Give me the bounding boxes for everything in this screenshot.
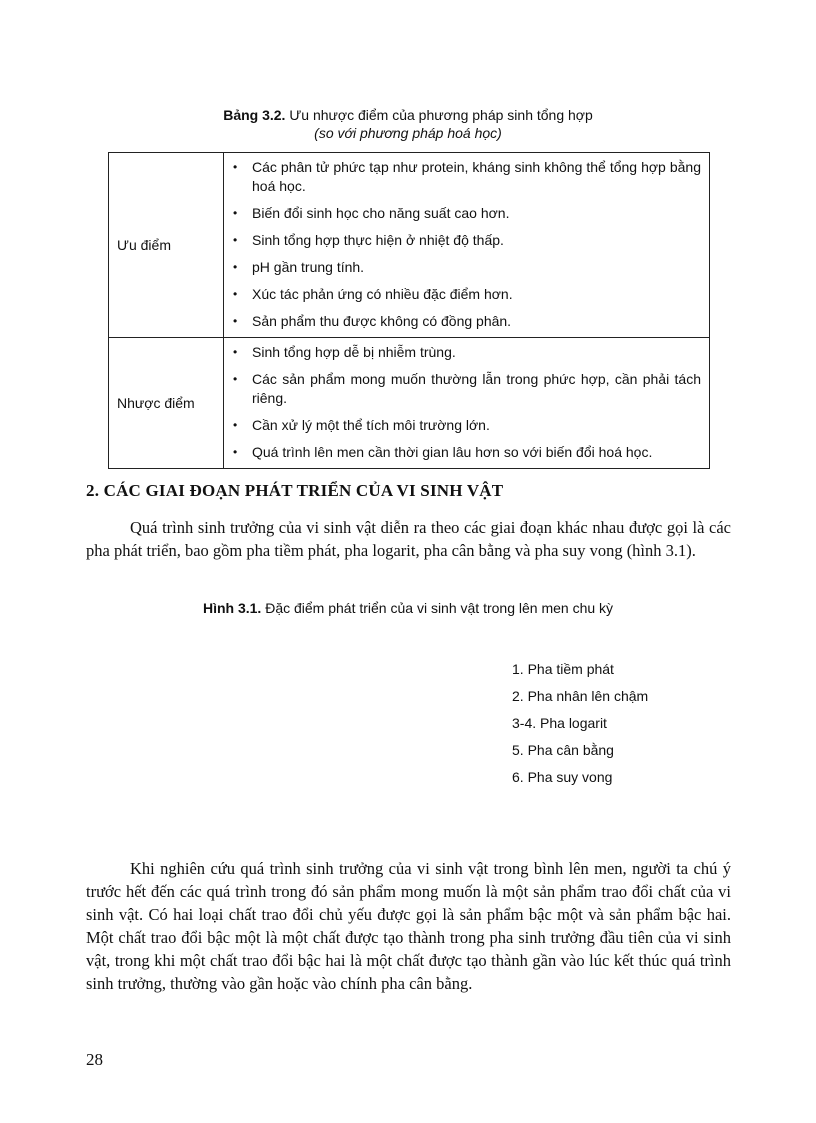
list-item: • Sản phẩm thu được không có đồng phân. <box>224 312 701 331</box>
list-item: • Cần xử lý một thể tích môi trường lớn. <box>224 416 701 435</box>
figure-caption-label: Hình 3.1. <box>202 600 262 616</box>
items-cell <box>224 153 710 338</box>
advantages-list <box>224 158 701 331</box>
legend-item: 1. Pha tiềm phát <box>512 661 614 677</box>
legend-item: 6. Pha suy vong <box>512 769 613 785</box>
list-item: • Sinh tổng hợp thực hiện ở nhiệt độ thấp. <box>224 231 701 250</box>
table-caption-label: Bảng 3.2. <box>223 107 286 123</box>
section-heading: 2. CÁC GIAI ĐOẠN PHÁT TRIỂN CỦA VI SINH VẬT <box>86 481 504 500</box>
figure-caption <box>0 600 816 616</box>
table-caption-text: Ưu nhược điểm của phương pháp sinh tổng hợp <box>289 107 593 123</box>
table-caption-subtitle: (so với phương pháp hoá học) <box>314 125 502 141</box>
figure-caption-text: Đặc điểm phát triển của vi sinh vật trong lên men chu kỳ <box>265 600 614 616</box>
table-caption <box>0 106 816 142</box>
list-item: • Sinh tổng hợp dễ bị nhiễm trùng. <box>224 343 701 362</box>
legend-item: 2. Pha nhân lên chậm <box>512 688 649 704</box>
table-row-advantages <box>109 153 710 338</box>
list-item: • Biến đổi sinh học cho năng suất cao hơn. <box>224 204 701 223</box>
paragraph-intro: Quá trình sinh trưởng của vi sinh vật diễn ra theo các giai đoạn khác nhau được gọi là các pha phát triển, bao gồm pha tiềm phát, pha logarit, pha cân bằng và pha suy vong (hình 3.1). <box>86 518 731 560</box>
figure-legend <box>512 660 648 795</box>
list-item: • Các phân tử phức tạp như protein, kháng sinh không thể tổng hợp bằng hoá học. <box>224 158 701 196</box>
table-row-disadvantages <box>109 338 710 469</box>
disadvantages-list <box>224 343 701 462</box>
legend-item: 5. Pha cân bằng <box>512 742 614 758</box>
items-cell <box>224 338 710 469</box>
category-cell: Ưu điểm <box>109 153 224 338</box>
paragraph-body: Khi nghiên cứu quá trình sinh trưởng của vi sinh vật trong bình lên men, người ta chú ý trước hết đến các quá trình trong đó sản phẩm mong muốn là một sản phẩm trao đổi chất của vi sinh vật. Có hai loại chất trao đổi chủ yếu được gọi là sản phẩm bậc một và sản phẩm bậc hai. Một chất trao đổi bậc một là một chất được tạo thành trong pha sinh trưởng đầu tiên của vi sinh vật, trong khi một chất trao đổi bậc hai là một chất được tạo thành gần vào lúc kết thúc quá trình sinh trưởng, thường vào gần hoặc vào chính pha cân bằng. <box>86 859 731 993</box>
list-item: • pH gần trung tính. <box>224 258 701 277</box>
comparison-table <box>108 152 710 469</box>
list-item: • Xúc tác phản ứng có nhiều đặc điểm hơn. <box>224 285 701 304</box>
category-cell: Nhược điểm <box>109 338 224 469</box>
legend-item: 3-4. Pha logarit <box>512 715 607 731</box>
list-item: • Quá trình lên men cần thời gian lâu hơn so với biến đổi hoá học. <box>224 443 701 462</box>
list-item: • Các sản phẩm mong muốn thường lẫn trong phức hợp, cần phải tách riêng. <box>224 370 701 408</box>
page-number: 28 <box>86 1050 103 1069</box>
